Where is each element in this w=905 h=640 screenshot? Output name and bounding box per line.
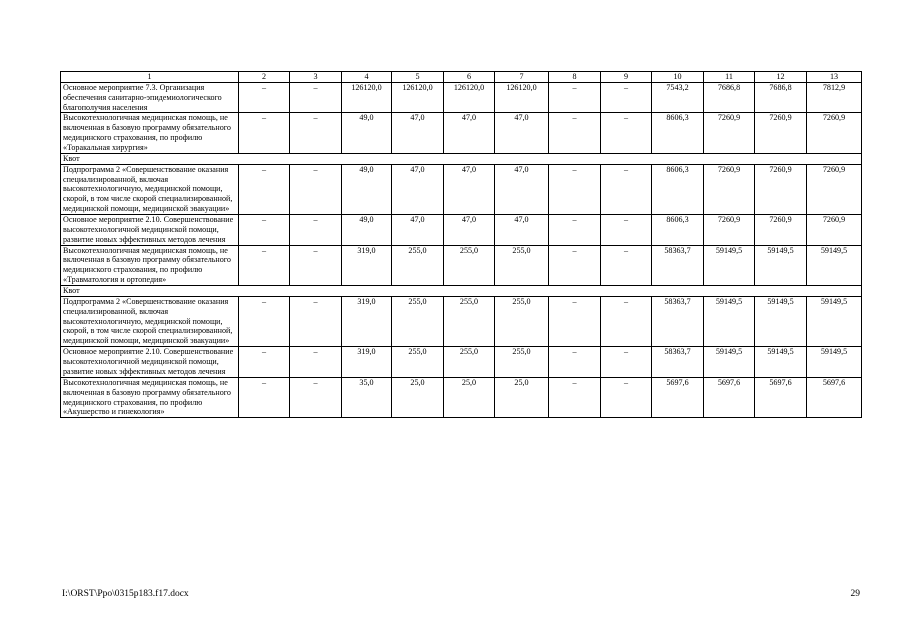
value-cell: – [290, 113, 342, 153]
item-name-cell: Высокотехнологичная медицинская помощь, не включенная в базовую программу обязательного медицинского страхования, по профилю «Акушерство и гинекология» [61, 377, 239, 417]
value-cell: 47,0 [392, 164, 444, 214]
value-cell: – [290, 245, 342, 285]
value-cell: 255,0 [495, 296, 549, 346]
value-cell: – [239, 113, 290, 153]
value-cell: 59149,5 [807, 296, 862, 346]
unit-row [61, 286, 862, 297]
value-cell: 59149,5 [704, 296, 755, 346]
item-name-cell: Высокотехнологичная медицинская помощь, не включенная в базовую программу обязательного медицинского страхования, по профилю «Травматология и ортопедия» [61, 245, 239, 285]
value-cell: 58363,7 [652, 296, 704, 346]
value-cell: 7686,8 [755, 82, 807, 113]
value-cell: 7543,2 [652, 82, 704, 113]
value-cell: 5697,6 [652, 377, 704, 417]
value-cell: 126120,0 [444, 82, 495, 113]
value-cell: – [549, 113, 601, 153]
value-cell: 59149,5 [755, 347, 807, 378]
table-row [61, 347, 862, 378]
table-row [61, 296, 862, 346]
value-cell: 49,0 [342, 113, 392, 153]
value-cell: 59149,5 [755, 245, 807, 285]
value-cell: – [290, 347, 342, 378]
column-number-header: 12 [755, 72, 807, 83]
value-cell: 59149,5 [807, 245, 862, 285]
value-cell: 59149,5 [704, 347, 755, 378]
table-row [61, 215, 862, 246]
value-cell: 8606,3 [652, 113, 704, 153]
value-cell: 7260,9 [807, 164, 862, 214]
value-cell: 47,0 [392, 113, 444, 153]
value-cell: – [239, 347, 290, 378]
unit-label: Квот [61, 286, 862, 297]
column-number-header: 2 [239, 72, 290, 83]
value-cell: 7260,9 [755, 113, 807, 153]
value-cell: 49,0 [342, 164, 392, 214]
value-cell: – [239, 245, 290, 285]
value-cell: 7260,9 [755, 164, 807, 214]
value-cell: 8606,3 [652, 215, 704, 246]
value-cell: 7260,9 [704, 164, 755, 214]
column-number-header: 4 [342, 72, 392, 83]
value-cell: 7260,9 [755, 215, 807, 246]
value-cell: 59149,5 [807, 347, 862, 378]
value-cell: 25,0 [392, 377, 444, 417]
value-cell: 7260,9 [807, 215, 862, 246]
value-cell: – [601, 164, 652, 214]
value-cell: 7260,9 [807, 113, 862, 153]
item-name-cell: Высокотехнологичная медицинская помощь, не включенная в базовую программу обязательного медицинского страхования, по профилю «Торакальная хирургия» [61, 113, 239, 153]
column-number-header: 10 [652, 72, 704, 83]
value-cell: 47,0 [392, 215, 444, 246]
table-row [61, 113, 862, 153]
value-cell: 5697,6 [704, 377, 755, 417]
value-cell: 126120,0 [342, 82, 392, 113]
value-cell: – [601, 347, 652, 378]
value-cell: 47,0 [495, 215, 549, 246]
value-cell: 7812,9 [807, 82, 862, 113]
value-cell: 47,0 [495, 164, 549, 214]
value-cell: 7260,9 [704, 215, 755, 246]
item-name-cell: Основное мероприятие 2.10. Совершенствование высокотехнологичной медицинской помощи, развитие новых эффективных методов лечения [61, 215, 239, 246]
value-cell: 25,0 [444, 377, 495, 417]
budget-table [60, 71, 862, 418]
value-cell: – [549, 215, 601, 246]
value-cell: 126120,0 [495, 82, 549, 113]
value-cell: 5697,6 [755, 377, 807, 417]
value-cell: 7260,9 [704, 113, 755, 153]
value-cell: – [601, 113, 652, 153]
table-row [61, 377, 862, 417]
value-cell: 255,0 [495, 245, 549, 285]
value-cell: 59149,5 [755, 296, 807, 346]
value-cell: 255,0 [444, 296, 495, 346]
column-number-header: 5 [392, 72, 444, 83]
value-cell: 255,0 [392, 296, 444, 346]
value-cell: – [601, 377, 652, 417]
value-cell: – [239, 377, 290, 417]
value-cell: – [601, 215, 652, 246]
value-cell: 255,0 [444, 347, 495, 378]
value-cell: – [549, 245, 601, 285]
value-cell: – [239, 164, 290, 214]
table-row [61, 164, 862, 214]
column-number-header: 7 [495, 72, 549, 83]
column-number-header: 9 [601, 72, 652, 83]
column-number-header: 11 [704, 72, 755, 83]
value-cell: 58363,7 [652, 347, 704, 378]
value-cell: 47,0 [495, 113, 549, 153]
unit-label: Квот [61, 153, 862, 164]
value-cell: 58363,7 [652, 245, 704, 285]
value-cell: 126120,0 [392, 82, 444, 113]
item-name-cell: Подпрограмма 2 «Совершенствование оказания специализированной, включая высокотехнологичную, медицинской помощи, скорой, в том числе скорой специализированной, медицинской помощи, медицинской эвакуации» [61, 296, 239, 346]
footer-file-path: I:\ORST\Ppo\0315p183.f17.docx [62, 589, 189, 599]
value-cell: – [290, 164, 342, 214]
value-cell: – [601, 296, 652, 346]
value-cell: – [239, 215, 290, 246]
value-cell: 319,0 [342, 347, 392, 378]
value-cell: 255,0 [495, 347, 549, 378]
page-number: 29 [850, 589, 860, 599]
value-cell: 47,0 [444, 113, 495, 153]
value-cell: 47,0 [444, 215, 495, 246]
column-number-header: 3 [290, 72, 342, 83]
value-cell: 255,0 [392, 347, 444, 378]
value-cell: 59149,5 [704, 245, 755, 285]
item-name-cell: Основное мероприятие 2.10. Совершенствование высокотехнологичной медицинской помощи, развитие новых эффективных методов лечения [61, 347, 239, 378]
value-cell: – [239, 82, 290, 113]
item-name-cell: Основное мероприятие 7.3. Организация обеспечения санитарно-эпидемиологического благополучия населения [61, 82, 239, 113]
value-cell: – [601, 245, 652, 285]
value-cell: – [549, 164, 601, 214]
value-cell: 7686,8 [704, 82, 755, 113]
value-cell: 8606,3 [652, 164, 704, 214]
table-row [61, 245, 862, 285]
unit-row [61, 153, 862, 164]
column-number-header: 1 [61, 72, 239, 83]
value-cell: 255,0 [392, 245, 444, 285]
value-cell: 47,0 [444, 164, 495, 214]
column-number-header: 8 [549, 72, 601, 83]
value-cell: – [290, 82, 342, 113]
value-cell: – [549, 82, 601, 113]
value-cell: – [290, 377, 342, 417]
value-cell: – [549, 377, 601, 417]
value-cell: 319,0 [342, 245, 392, 285]
table-row [61, 82, 862, 113]
column-number-header: 6 [444, 72, 495, 83]
column-number-header: 13 [807, 72, 862, 83]
value-cell: – [549, 347, 601, 378]
value-cell: 319,0 [342, 296, 392, 346]
value-cell: – [549, 296, 601, 346]
value-cell: 49,0 [342, 215, 392, 246]
table-header-row [61, 72, 862, 83]
value-cell: – [290, 296, 342, 346]
value-cell: – [601, 82, 652, 113]
item-name-cell: Подпрограмма 2 «Совершенствование оказания специализированной, включая высокотехнологичную, медицинской помощи, скорой, в том числе скорой специализированной, медицинской помощи, медицинской эвакуации» [61, 164, 239, 214]
value-cell: 35,0 [342, 377, 392, 417]
value-cell: 5697,6 [807, 377, 862, 417]
value-cell: 255,0 [444, 245, 495, 285]
value-cell: – [239, 296, 290, 346]
value-cell: – [290, 215, 342, 246]
value-cell: 25,0 [495, 377, 549, 417]
